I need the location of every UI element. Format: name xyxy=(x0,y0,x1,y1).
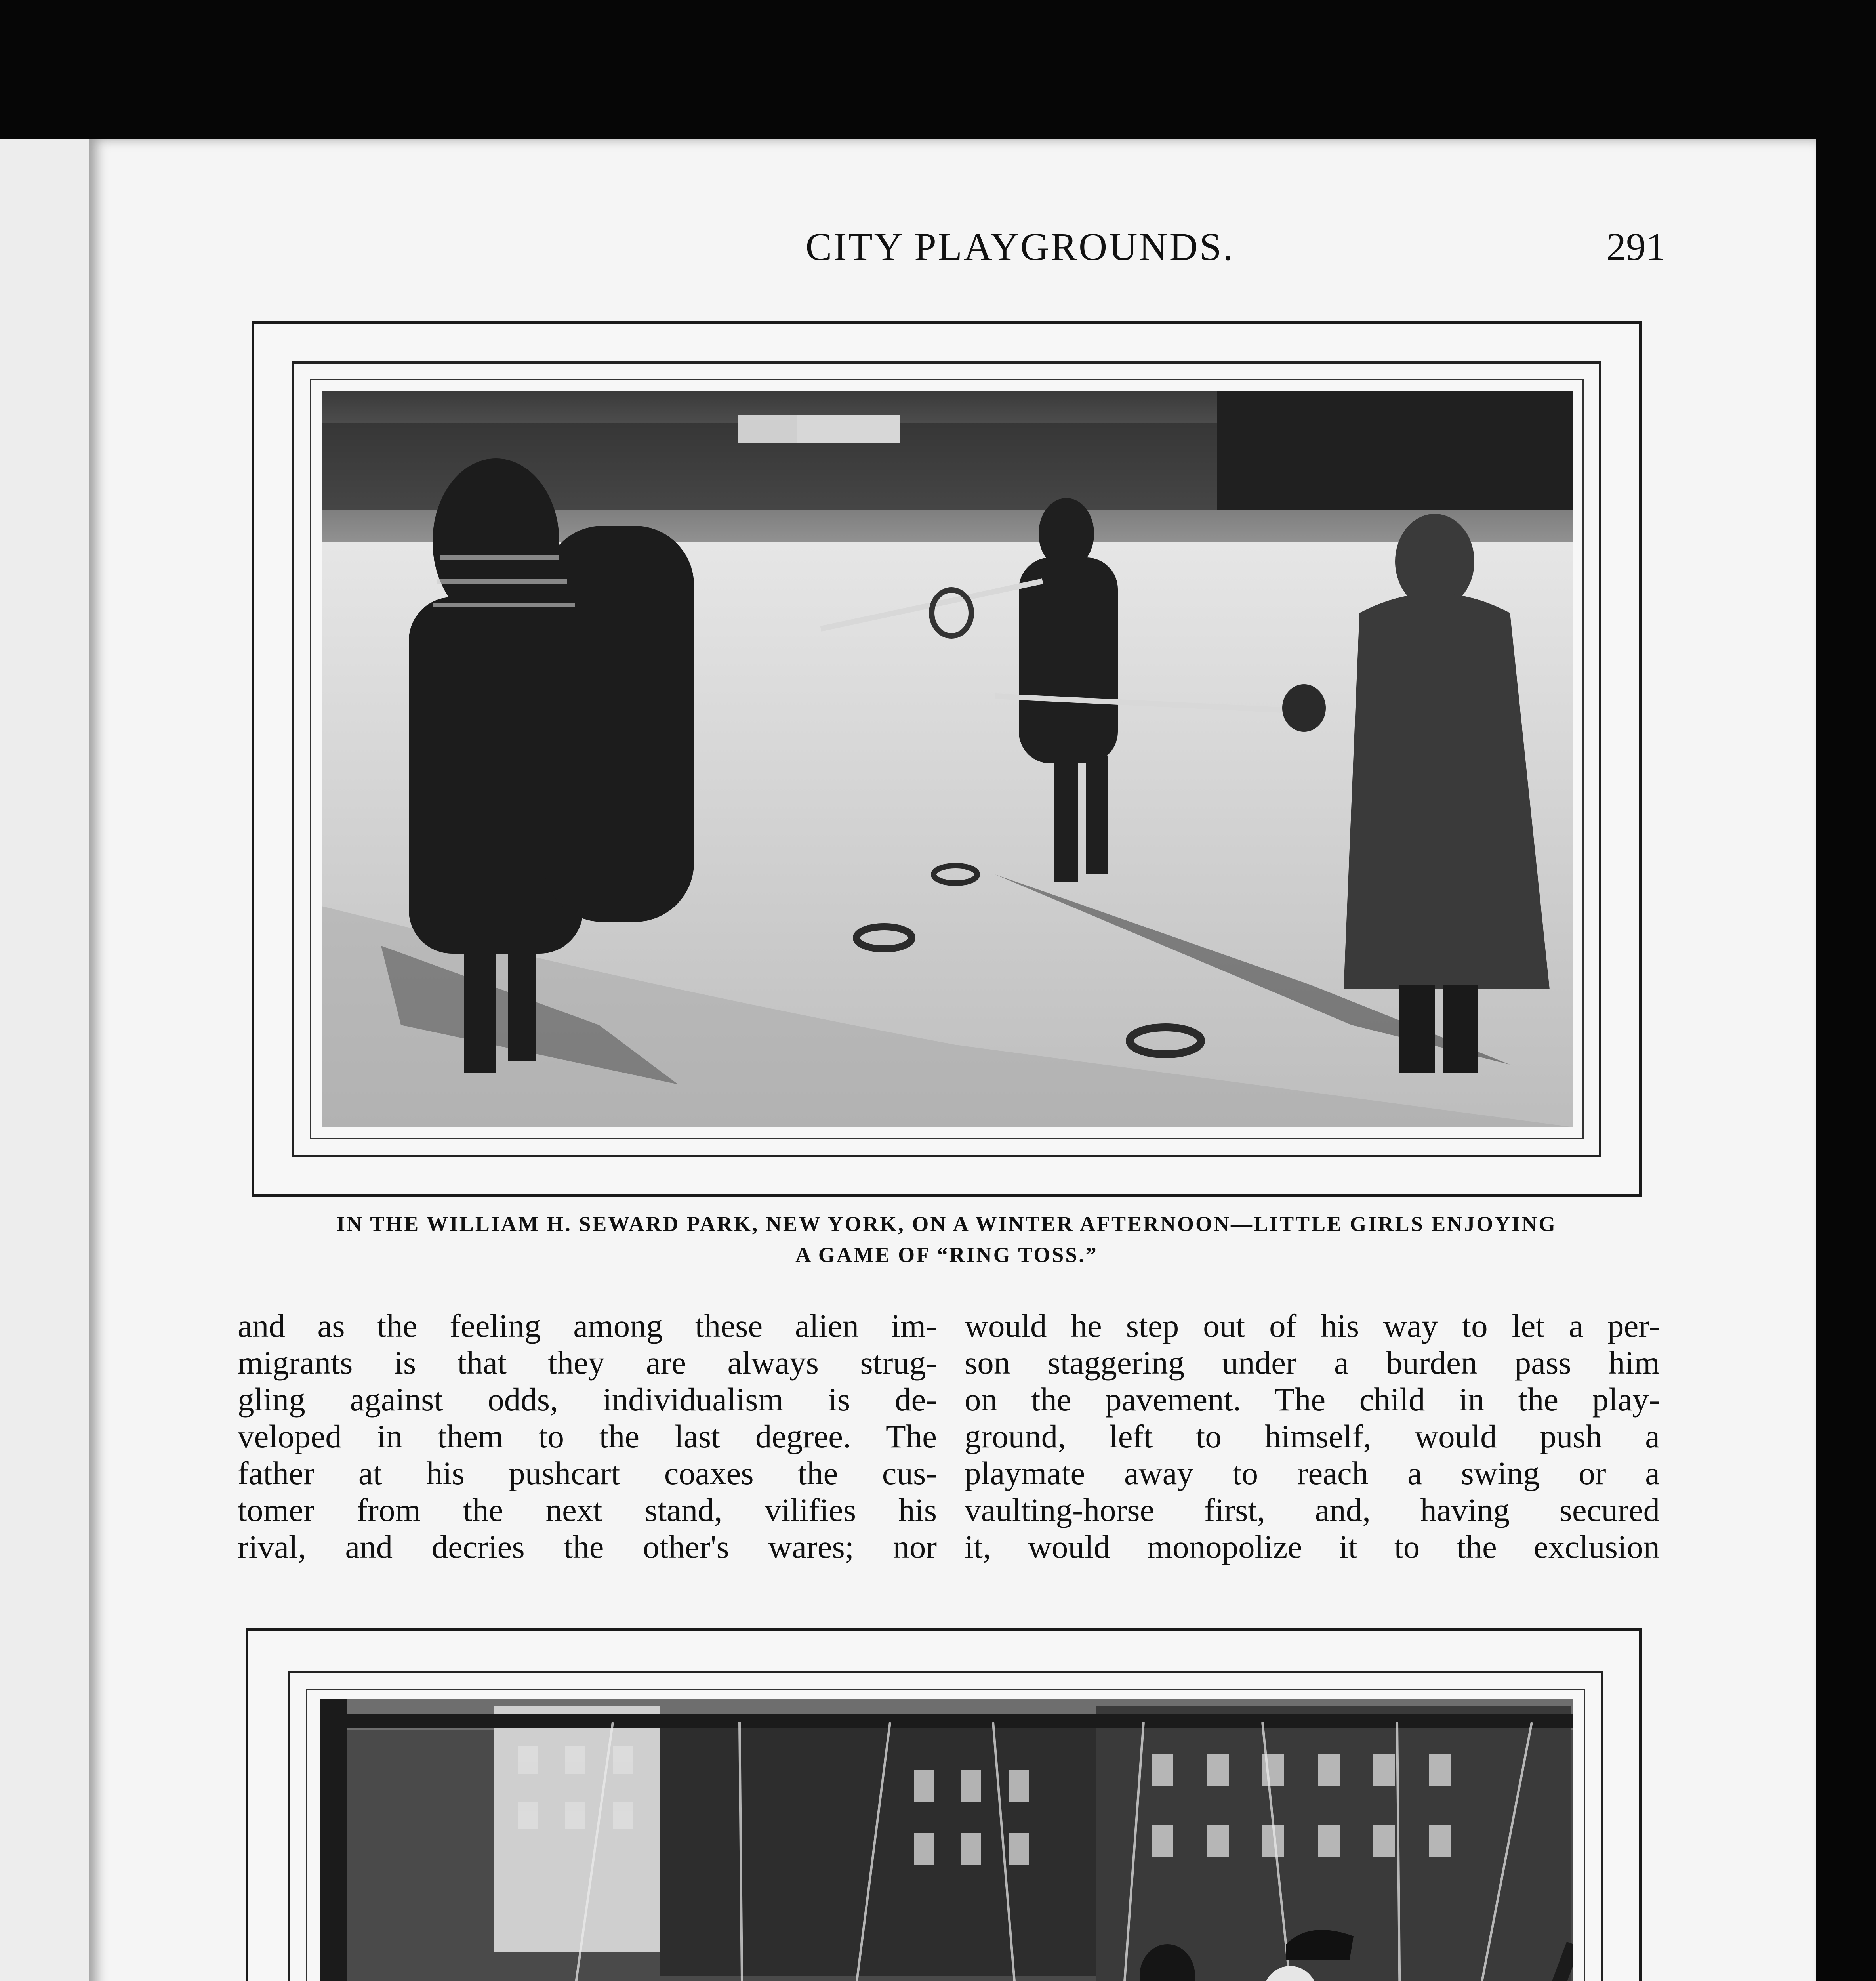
left-line-6: tomer from the next stand, vilifies his xyxy=(238,1492,937,1528)
left-line-1: and as the feeling among these alien im- xyxy=(238,1307,937,1344)
book-page xyxy=(89,139,1816,1981)
right-line-1: would he step out of his way to let a per- xyxy=(965,1307,1660,1344)
ring-toss-photo xyxy=(322,391,1573,1127)
figure-1-plate xyxy=(252,321,1642,1197)
right-text-column xyxy=(965,1307,1660,1565)
baby-swings-photo xyxy=(320,1699,1573,1981)
right-line-6: vaulting-horse first, and, having secured xyxy=(965,1492,1660,1528)
left-line-7: rival, and decries the other's wares; nor xyxy=(238,1529,937,1565)
left-line-5: father at his pushcart coaxes the cus- xyxy=(238,1455,937,1491)
left-line-3: gling against odds, individualism is de- xyxy=(238,1381,937,1418)
figure-1-caption xyxy=(252,1208,1642,1270)
page-header xyxy=(89,224,1816,279)
right-line-7: it, would monopolize it to the exclusion xyxy=(965,1529,1660,1565)
figure-2-plate xyxy=(246,1628,1642,1981)
right-line-4: ground, left to himself, would push a xyxy=(965,1418,1660,1454)
right-line-3: on the pavement. The child in the play- xyxy=(965,1381,1660,1418)
left-line-2: migrants is that they are always strug- xyxy=(238,1344,937,1381)
running-title: CITY PLAYGROUNDS. xyxy=(805,225,1235,269)
figure-1-caption-line-2: A GAME OF “RING TOSS.” xyxy=(795,1243,1098,1267)
left-text-column xyxy=(238,1307,937,1565)
left-line-4: veloped in them to the last degree. The xyxy=(238,1418,937,1454)
right-line-5: playmate away to reach a swing or a xyxy=(965,1455,1660,1491)
right-line-2: son staggering under a burden pass him xyxy=(965,1344,1660,1381)
page-number: 291 xyxy=(1606,225,1666,269)
figure-1-caption-line-1: IN THE WILLIAM H. SEWARD PARK, NEW YORK, ON A WINTER AFTERNOON—LITTLE GIRLS ENJOYING xyxy=(336,1212,1557,1236)
